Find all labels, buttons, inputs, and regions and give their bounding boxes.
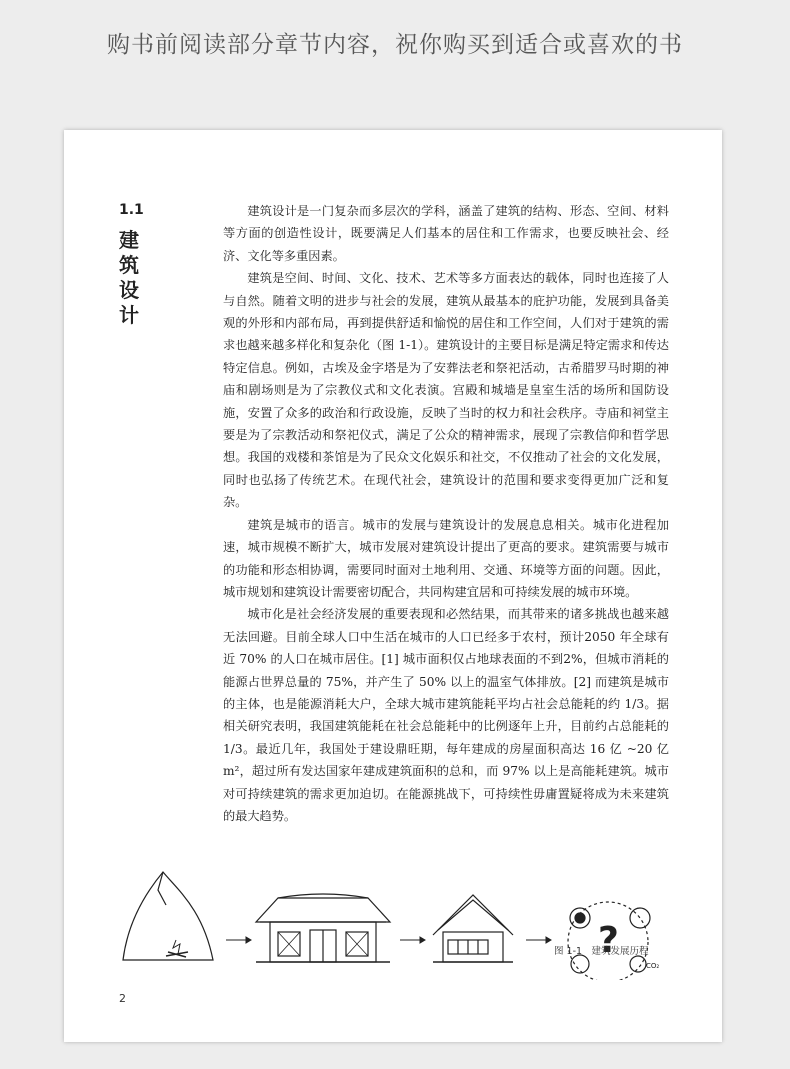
- paragraph: 城市化是社会经济发展的重要表现和必然结果，而其带来的诸多挑战也越来越无法回避。目前全球人口中生活在城市的人口已经多于农村，预计2050 年全球有近 70% 的人口在城市居住。[1] 城市面积仅占地球表面的不到2%，但城市消耗的能源占世界总量的 75%，并产生了 50% 以上的温室气体排放。[2] 而建筑是城市的主体，也是能源消耗大户，全球大城市建筑能耗平均占社会总能耗的约 1/3。据相关研究表明，我国建筑能耗在社会总能耗中的比例逐年上升，目前约占总能耗的 1/3。最近几年，我国处于建设鼎旺期，每年建成的房屋面积高达 16 亿 ~20 亿 m²，超过所有发达国家年建成建筑面积的总和，而 97% 以上是高能耗建筑。城市对可持续建筑的需求更加迫切。在能源挑战下，可持续性毋庸置疑将成为未来建筑的最大趋势。: [223, 607, 669, 823]
- paragraph: 建筑是空间、时间、文化、技术、艺术等多方面表达的载体，同时也连接了人与自然。随着文明的进步与社会的发展，建筑从最基本的庇护功能，发展到具备美观的外形和内部布局，再到提供舒适和愉悦的居住和工作空间，人们对于建筑的需求也越来越多样化和复杂化（图 1-1）。建筑设计的主要目标是满足特定需求和传达特定信息。例如，古埃及金字塔是为了安葬法老和祭祀活动，古希腊罗马时期的神庙和剧场则是为了宗教仪式和文化表演。宫殿和城墙是皇室生活的场所和国防设施，安置了众多的政治和行政设施，反映了当时的权力和社会秩序。寺庙和祠堂主要是为了宗教活动和祭祀仪式，满足了公众的精神需求，展现了宗教信仰和哲学思想。我国的戏楼和茶馆是为了民众文化娱乐和社交，不仅推动了社会的文化发展，同时也弘扬了传统艺术。在现代社会，建筑设计的范围和要求变得更加广泛和复杂。: [223, 271, 669, 510]
- book-page: [64, 130, 722, 1042]
- paragraph: 建筑设计是一门复杂而多层次的学科，涵盖了建筑的结构、形态、空间、材料等方面的创造性设计，既要满足人们基本的居住和工作需求，也要反映社会、经济、文化等多重因素。: [223, 204, 669, 263]
- section-number: 1.1: [119, 202, 144, 218]
- modern-house-icon: [433, 895, 513, 962]
- arrow-icon: [400, 937, 425, 943]
- primitive-shelter-icon: [123, 872, 213, 960]
- arrow-icon: [226, 937, 251, 943]
- traditional-house-icon: [256, 894, 390, 962]
- arrow-icon: [526, 937, 551, 943]
- banner-text: 购书前阅读部分章节内容，祝你购买到适合或喜欢的书: [107, 32, 683, 58]
- architecture-evolution-figure: [118, 860, 678, 980]
- page-number: 2: [119, 992, 126, 1005]
- section-title: 建筑设计: [119, 228, 139, 327]
- figure-caption: 图 1-1 建筑发展历程: [554, 946, 649, 957]
- question-mark: ?: [598, 920, 619, 961]
- paragraph: 建筑是城市的语言。城市的发展与建筑设计的发展息息相关。城市化进程加速，城市规模不断扩大，城市发展对建筑设计提出了更高的要求。建筑需要与城市的功能和形态相协调，需要同时面对土地利用、交通、环境等方面的问题。因此，城市规划和建筑设计需要密切配合，共同构建宜居和可持续发展的城市环境。: [223, 517, 669, 599]
- body-text: [223, 200, 669, 827]
- co2-label: CO₂: [646, 962, 660, 970]
